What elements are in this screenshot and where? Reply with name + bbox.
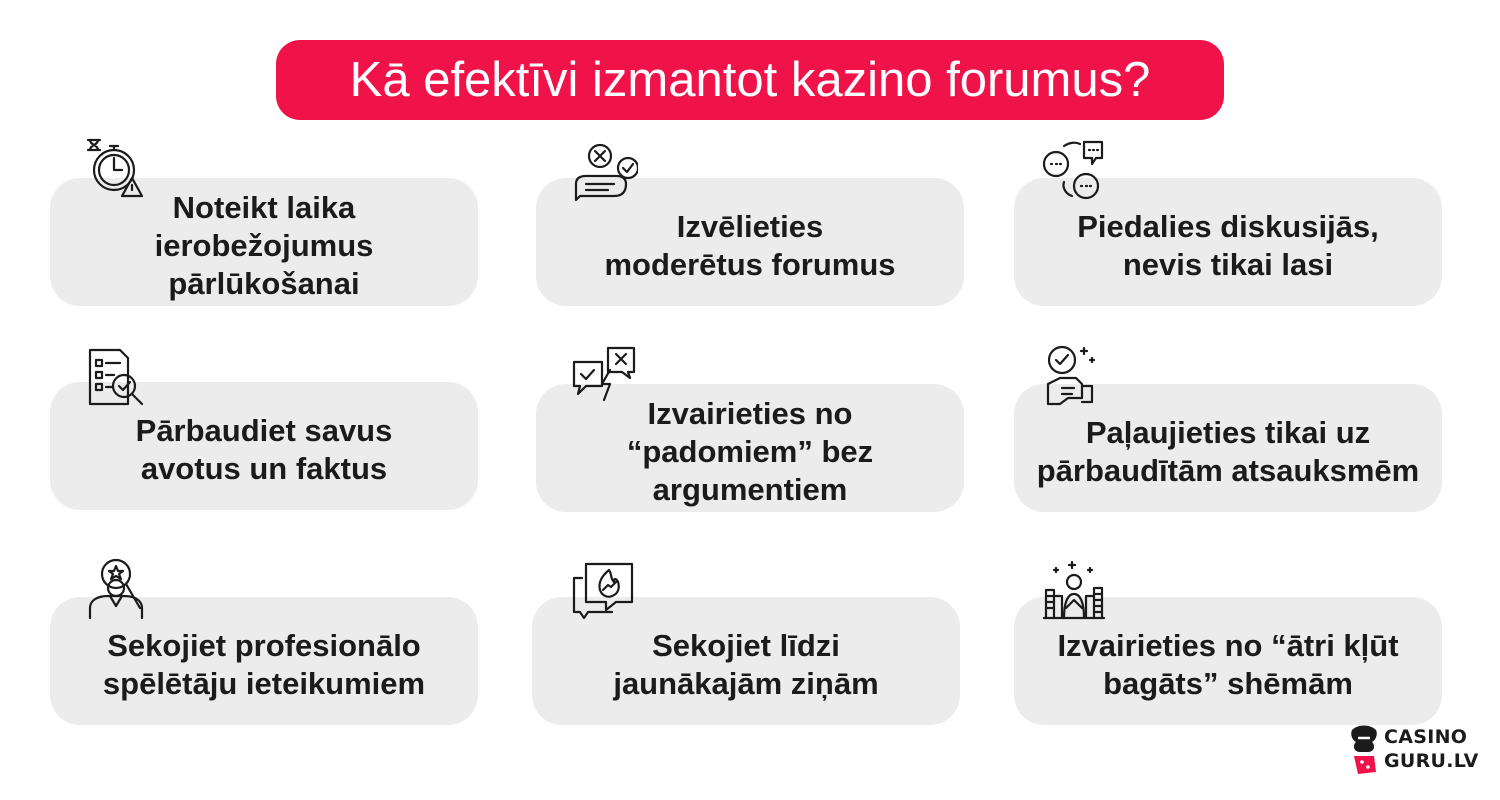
tip-line: Pārbaudiet savus [135,413,393,448]
tip-line: Izvēlieties [676,209,824,244]
tip-line: argumentiem [652,472,848,507]
checklist-magnifier-icon [84,346,148,410]
casino-guru-logo [1348,722,1478,778]
tip-line: bagāts” shēmām [1103,666,1353,701]
money-scheme-icon [1042,558,1106,622]
tip-line: ierobežojumus [154,228,374,263]
page-title: Kā efektīvi izmantot kazino forumus? [276,40,1224,120]
tip-line: Paļaujieties tikai uz [1085,415,1371,450]
logo-line2: GURU.LV [1384,750,1479,772]
casino-guru-mark-icon [1348,724,1380,776]
verified-handshake-icon [1040,344,1104,408]
stopwatch-warning-icon [84,136,148,200]
discussion-bubbles-icon [1042,138,1106,202]
moderation-icon [574,140,638,204]
tip-line: moderētus forumus [604,247,896,282]
tip-line: Noteikt laika [172,190,356,225]
tip-line: “padomiem” bez [626,434,874,469]
tip-line: Piedalies diskusijās, [1077,209,1379,244]
tip-line: Izvairieties no [647,396,853,431]
tip-line: pārlūkošanai [168,266,360,301]
tip-line: nevis tikai lasi [1122,247,1334,282]
trending-news-icon [572,556,636,620]
tip-line: avotus un faktus [140,451,388,486]
logo-line1: CASINO [1384,726,1468,748]
tip-line: spēlētāju ieteikumiem [102,666,426,701]
expert-search-icon [84,556,148,620]
debate-bubbles-icon [572,344,636,408]
tip-line: pārbaudītām atsauksmēm [1036,453,1420,488]
tip-line: Sekojiet profesionālo [107,628,421,663]
tip-line: Sekojiet līdzi [652,628,840,663]
tip-line: Izvairieties no “ātri kļūt [1057,628,1399,663]
tip-line: jaunākajām ziņām [613,666,879,701]
